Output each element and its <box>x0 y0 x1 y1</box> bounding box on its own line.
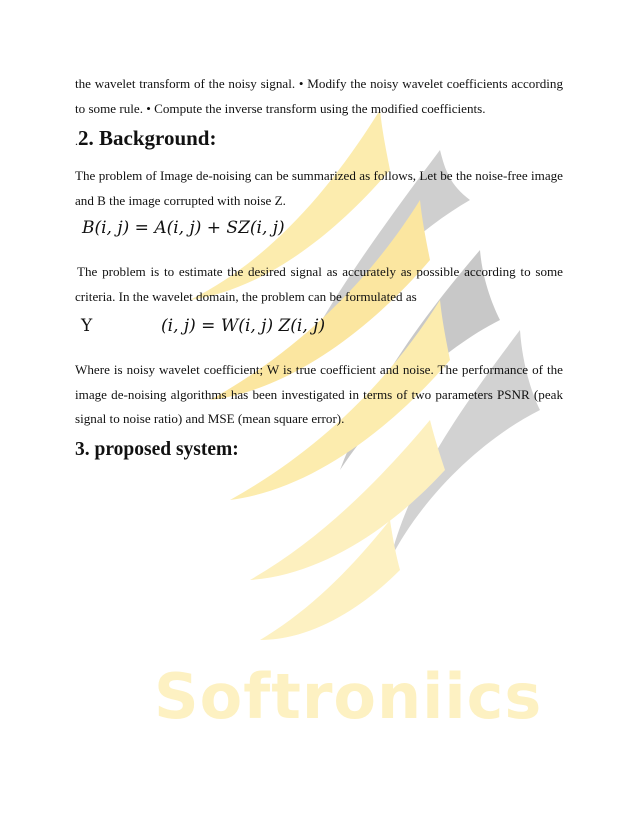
performance-paragraph: Where is noisy wavelet coefficient; W is true coefficient and noise. The performance of the image de-noising algorithms has been investigated in terms of two parameters PSNR (peak signal to noise ratio) and MSE (mean square error). <box>75 362 563 427</box>
intro-paragraph: the wavelet transform of the noisy signal. • Modify the noisy wavelet coefficients according to some rule. • Compute the inverse transform using the modified coefficients. <box>75 76 563 116</box>
background-heading <box>75 126 216 151</box>
proposed-system-heading: 3. proposed system: <box>75 439 239 460</box>
heading-prefix: . <box>75 134 78 148</box>
equation-2-lhs: Y <box>81 316 93 336</box>
estimation-paragraph: The problem is to estimate the desired signal as accurately as possible according to some criteria. In the wavelet domain, the problem can be formulated as <box>75 264 563 304</box>
equation-1: B(i, j) = A(i, j) + SZ(i, j) <box>82 218 285 238</box>
background-heading-text: 2. Background: <box>78 126 217 150</box>
equation-2-rhs: (i, j) = W(i, j) Z(i, j) <box>161 316 326 336</box>
watermark-text: Softroniics <box>154 660 543 733</box>
background-paragraph: The problem of Image de-noising can be summarized as follows, Let be the noise-free image and B the image corrupted with noise Z. <box>75 168 563 208</box>
